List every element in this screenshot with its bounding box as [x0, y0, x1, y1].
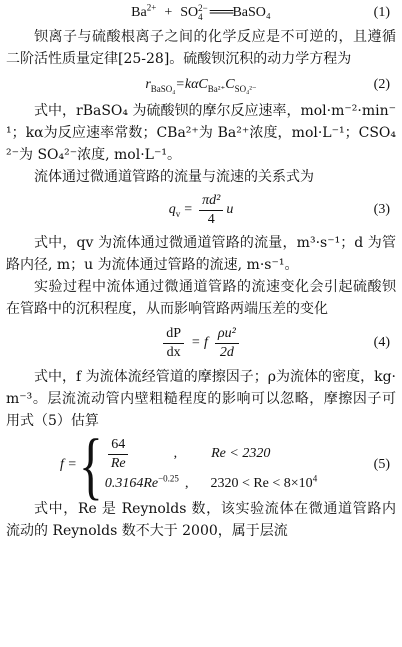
eq5-case2-expr: 0.3164Re: [104, 475, 159, 491]
eq3-lhs-sub: v: [175, 208, 181, 219]
eq3-numerator: πd²: [199, 192, 223, 211]
eq5-case1-condition: Re < 2320: [211, 446, 271, 461]
paragraph-7: 式中，Re 是 Reynolds 数，该实验流体在微通道管路内流动的 Reynolds 数不大于 2000，属于层流: [6, 501, 396, 539]
eq1-ba: Ba: [131, 5, 147, 20]
eq5-cases: [105, 436, 317, 495]
eq2-c1-sub: Ba²⁺: [207, 83, 226, 94]
eq4-numerator: ρu²: [215, 325, 239, 344]
equation-4: [6, 320, 396, 366]
eq5-case2-condition-exponent: 4: [312, 472, 318, 483]
eq2-lhs-sub: BaSO₄: [150, 83, 176, 94]
eq1-number: (1): [373, 5, 390, 20]
eq5-brace: {: [78, 423, 103, 507]
eq3-fraction: [199, 192, 223, 229]
paragraph-6: 式中，f 为流体流经管道的摩擦因子；ρ为流体的密度，kg·m⁻³。层流流动管内壁粗糙程度的影响可以忽略，摩擦因子可用式（5）估算: [6, 369, 396, 429]
equation-5: [6, 423, 396, 507]
eq4-dx: dx: [166, 344, 181, 360]
eq5-case2-condition: 2320 < Re < 8×10: [210, 475, 313, 491]
eq5-case1-numerator: 64: [108, 436, 128, 455]
paragraph-4: 式中，qv 为流体通过微通道管路的流量，m³·s⁻¹；d 为管路内径, m；u 为流体通过管路的流速, m·s⁻¹。: [6, 235, 396, 273]
eq3-lhs: q: [168, 202, 176, 217]
eq1-ba-charge: 2+: [146, 2, 157, 13]
eq3-u: u: [226, 202, 234, 217]
eq5-case-1: [105, 436, 317, 473]
eq1-product: BaSO₄: [232, 5, 271, 20]
eq5-case1-comma: ,: [173, 446, 178, 461]
eq1-so-sub: 4: [198, 11, 203, 22]
eq1-plus: +: [164, 5, 173, 20]
eq4-denominator: 2d: [219, 344, 234, 360]
eq2-rhs: =kαC: [175, 77, 208, 92]
eq4-derivative: [163, 325, 184, 362]
equation-3: [6, 188, 396, 232]
eq1-so: SO: [180, 5, 199, 20]
paragraph-5: 实验过程中流体通过微通道管路的流速变化会引起硫酸钡在管路中的沉积程度，从而影响管路两端压差的变化: [6, 279, 396, 317]
equation-2: [6, 70, 396, 100]
eq5-case1-denominator: Re: [110, 455, 126, 471]
eq5-number: (5): [373, 457, 390, 472]
eq4-equals-f: = f: [191, 335, 208, 350]
eq3-number: (3): [373, 202, 390, 217]
eq3-equals: =: [184, 202, 193, 217]
eq5-case2-comma: ,: [184, 475, 189, 491]
eq5-case-2: [105, 473, 317, 495]
eq4-fraction: [215, 325, 239, 362]
eq2-number: (2): [373, 77, 390, 92]
equation-1: [6, 0, 396, 26]
eq1-so-charge: 2−: [198, 2, 208, 13]
eq5-case1-fraction: [108, 436, 129, 473]
paragraph-2: 式中，rBaSO₄ 为硫酸钡的摩尔反应速率，mol·m⁻²·min⁻¹；kα为反应速率常数；CBa²⁺为 Ba²⁺浓度，mol·L⁻¹；CSO₄²⁻为 SO₄²⁻浓度, mol·L⁻¹。: [6, 103, 396, 163]
eq2-lhs: r: [145, 77, 151, 92]
eq5-lhs: f =: [60, 457, 77, 472]
eq4-dp: dP: [163, 325, 184, 344]
eq1-arrow: ═══: [209, 5, 231, 20]
paragraph-3: 流体通过微通道管路的流量与流速的关系式为: [34, 169, 314, 185]
eq4-number: (4): [373, 335, 390, 350]
eq5-case2-exponent: −0.25: [158, 472, 179, 483]
eq3-denominator: 4: [207, 211, 215, 227]
eq2-c2-sub: SO₄²⁻: [234, 83, 257, 94]
eq2-c2: C: [225, 77, 235, 92]
paragraph-1: 钡离子与硫酸根离子之间的化学反应是不可逆的，且遵循二阶活性质量定律[25-28]。硫酸钡沉积的动力学方程为: [6, 29, 396, 67]
